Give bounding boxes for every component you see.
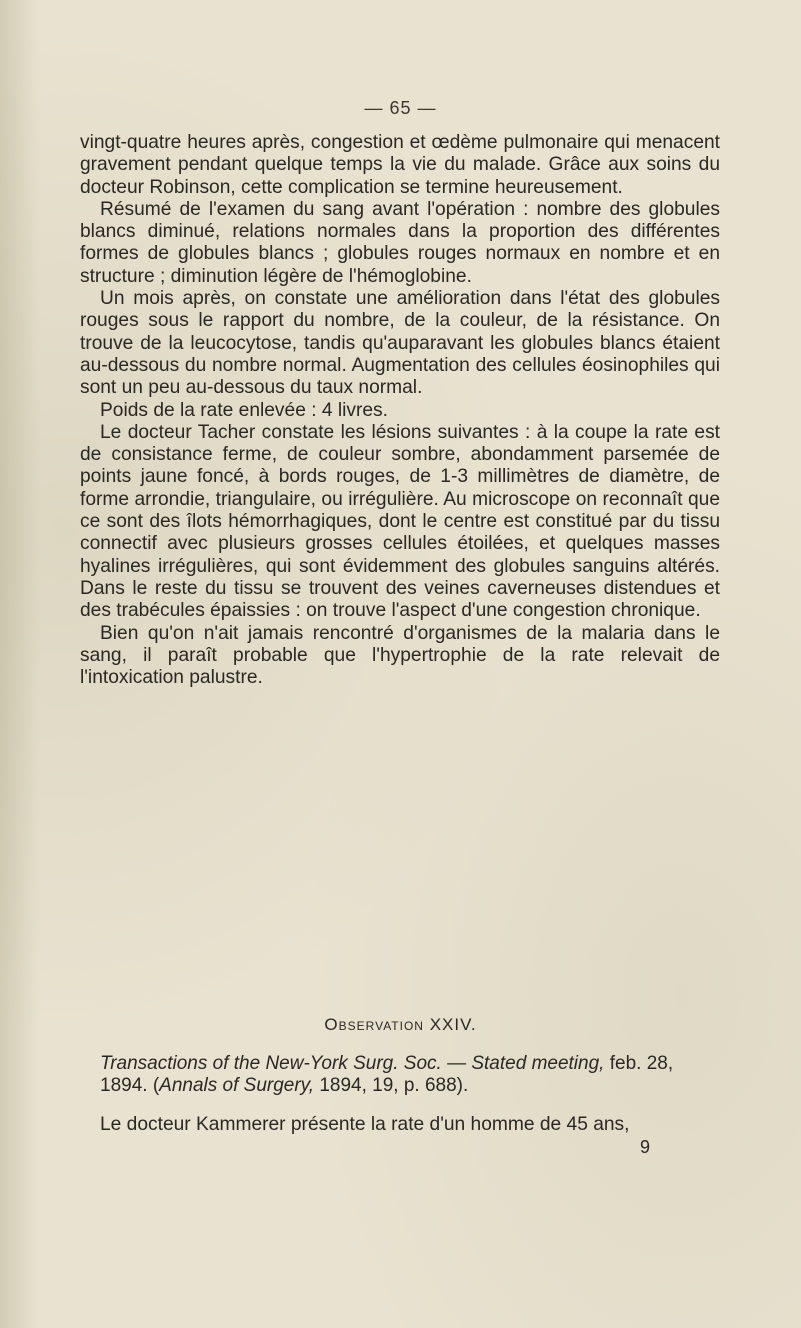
source-meeting: Stated meeting,	[471, 1053, 605, 1074]
paragraph-1: vingt-quatre heures après, congestion et œdème pulmonaire qui menacent gravement pendant quelque temps la vie du malade. Grâce aux soins du docteur Robinson, cette complication se termine heureusement.	[80, 132, 720, 198]
source-citation	[100, 1053, 720, 1098]
paragraph-3: Un mois après, on constate une amélioration dans l'état des globules rouges sous le rapport du nombre, de la couleur, de la résistance. On trouve de la leucocytose, tandis qu'auparavant les globules blancs étaient au-dessous du nombre normal. Augmentation des cellules éosinophiles qui sont un peu au-dessous du taux normal.	[80, 288, 720, 399]
paragraph-2: Résumé de l'examen du sang avant l'opération : nombre des globules blancs diminué, relations normales dans la proportion des différentes formes de globules blancs ; globules rouges normaux en nombre et en structure ; diminution légère de l'hémoglobine.	[80, 198, 720, 287]
source-journal: Transactions of the New-York Surg. Soc.	[100, 1053, 442, 1074]
paragraph-6: Bien qu'on n'ait jamais rencontré d'organismes de la malaria dans le sang, il paraît probable que l'hypertrophie de la rate relevait de l'intoxication palustre.	[80, 622, 720, 689]
signature-mark: 9	[640, 1137, 651, 1157]
observation-heading	[0, 1015, 801, 1035]
page-number: — 65 —	[364, 98, 437, 118]
body-text	[80, 132, 720, 689]
source-ref: 1894, 19, p. 688).	[314, 1075, 469, 1097]
last-line: Le docteur Kammerer présente la rate d'un homme de 45 ans,	[100, 1114, 630, 1135]
source-date: feb. 28, 1894. (	[100, 1053, 674, 1097]
observation-label: Observation	[324, 1015, 424, 1034]
source-separator: —	[441, 1053, 472, 1074]
source-annals: Annals of Surgery,	[159, 1075, 315, 1097]
paragraph-4: Poids de la rate enlevée : 4 livres.	[100, 399, 388, 421]
observation-number: XXIV.	[429, 1015, 477, 1034]
paragraph-5: Le docteur Tacher constate les lésions suivantes : à la coupe la rate est de consistance ferme, de couleur sombre, abondamment parsemée de points jaune foncé, à bords rouges, de 1-3 millimètres de diamètre, de forme arrondie, triangulaire, ou irrégulière. Au microscope on reconnaît que ce sont des îlots hémorrhagiques, dont le centre est constitué par du tissu connectif avec plusieurs grosses cellules étoilées, et quelques masses hyalines irrégulières, qui sont évidemment des globules sanguins altérés. Dans le reste du tissu se trouvent des veines caverneuses distendues et des trabécules épaissies : on trouve l'aspect d'une congestion chronique.	[80, 421, 720, 622]
